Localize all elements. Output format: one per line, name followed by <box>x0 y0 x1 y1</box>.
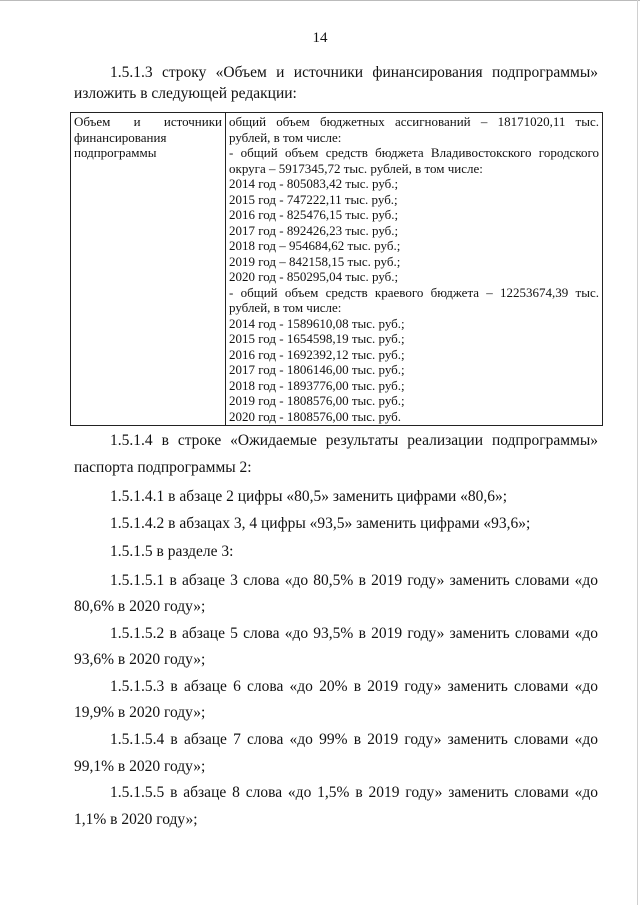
item-15153-line-2: 19,9% в 2020 году»; <box>74 704 206 721</box>
content-line: 2014 год - 805083,42 тыс. руб.; <box>229 176 399 191</box>
item-15154-line-1: 1.5.1.5.4 в абзаце 7 слова «до 99% в 2019 году» заменить словами «до <box>110 731 598 748</box>
content-line: 2016 год - 1692392,12 тыс. руб.; <box>229 346 405 362</box>
item-15142: 1.5.1.4.2 в абзацах 3, 4 цифры «93,5» заменить цифрами «93,6»; <box>110 515 531 532</box>
passport-table <box>70 112 603 426</box>
content-line: рублей, в том числе: <box>229 129 342 145</box>
intro-line-2: изложить в следующей редакции: <box>74 85 297 102</box>
content-line: 2016 год - 825476,15 тыс. руб.; <box>229 207 399 222</box>
item-15153-line-1: 1.5.1.5.3 в абзаце 6 слова «до 20% в 2019 году» заменить словами «до <box>110 678 598 695</box>
table-row <box>71 113 603 426</box>
content-line: 2017 год - 892426,23 тыс. руб.; <box>229 222 399 238</box>
content-line: 2015 год - 1654598,19 тыс. руб.; <box>229 331 405 346</box>
page-number: 14 <box>312 30 328 46</box>
item-15155-line-2: 1,1% в 2020 году»; <box>74 811 198 828</box>
content-line: 2018 год - 1893776,00 тыс. руб.; <box>229 377 405 393</box>
item-1515: 1.5.1.5 в разделе 3: <box>110 543 234 560</box>
content-line: рублей, в том числе: <box>229 300 342 315</box>
content-cell <box>226 113 603 426</box>
item-15151-line-2: 80,6% в 2020 году»; <box>74 598 206 615</box>
label-line: финансирования <box>74 129 167 145</box>
content-line: 2014 год - 1589610,08 тыс. руб.; <box>229 315 405 331</box>
content-line: 2015 год - 747222,11 тыс. руб.; <box>229 191 398 207</box>
content-line: 2020 год - 1808576,00 тыс. руб. <box>229 408 402 424</box>
content-line: 2018 год – 954684,62 тыс. руб.; <box>229 238 401 253</box>
item-15152-line-2: 93,6% в 2020 году»; <box>74 651 206 668</box>
content-line: округа – 5917345,72 тыс. рублей, в том числе: <box>229 160 483 176</box>
content-line: - общий объем средств бюджета Владивостокского городского <box>229 145 599 160</box>
item-15154-line-2: 99,1% в 2020 году»; <box>74 758 206 775</box>
item-15141: 1.5.1.4.1 в абзаце 2 цифры «80,5» заменить цифрами «80,6»; <box>110 488 508 505</box>
intro-line-1: 1.5.1.3 строку «Объем и источники финансирования подпрограммы» <box>110 64 598 81</box>
item-15151-line-1: 1.5.1.5.1 в абзаце 3 слова «до 80,5% в 2019 году» заменить словами «до <box>110 572 598 589</box>
content-line: общий объем бюджетных ассигнований – 18171020,11 тыс. <box>229 114 599 129</box>
label-line: Объем и источники <box>74 114 222 129</box>
content-line: 2020 год - 850295,04 тыс. руб.; <box>229 269 399 284</box>
item-1514-line-1: 1.5.1.4 в строке «Ожидаемые результаты реализации подпрограммы» <box>110 432 598 449</box>
item-15152-line-1: 1.5.1.5.2 в абзаце 5 слова «до 93,5% в 2019 году» заменить словами «до <box>110 625 598 642</box>
label-line: подпрограммы <box>74 145 157 160</box>
label-cell <box>71 113 226 426</box>
item-1514-line-2: паспорта подпрограммы 2: <box>74 459 252 476</box>
item-15155-line-1: 1.5.1.5.5 в абзаце 8 слова «до 1,5% в 2019 году» заменить словами «до <box>110 784 598 801</box>
scan-top-edge <box>0 0 640 4</box>
content-line: 2019 год – 842158,15 тыс. руб.; <box>229 253 401 269</box>
content-line: 2019 год - 1808576,00 тыс. руб.; <box>229 393 405 408</box>
content-line: 2017 год - 1806146,00 тыс. руб.; <box>229 362 405 377</box>
content-line: - общий объем средств краевого бюджета – 12253674,39 тыс. <box>229 284 599 300</box>
scan-right-edge <box>637 0 638 905</box>
